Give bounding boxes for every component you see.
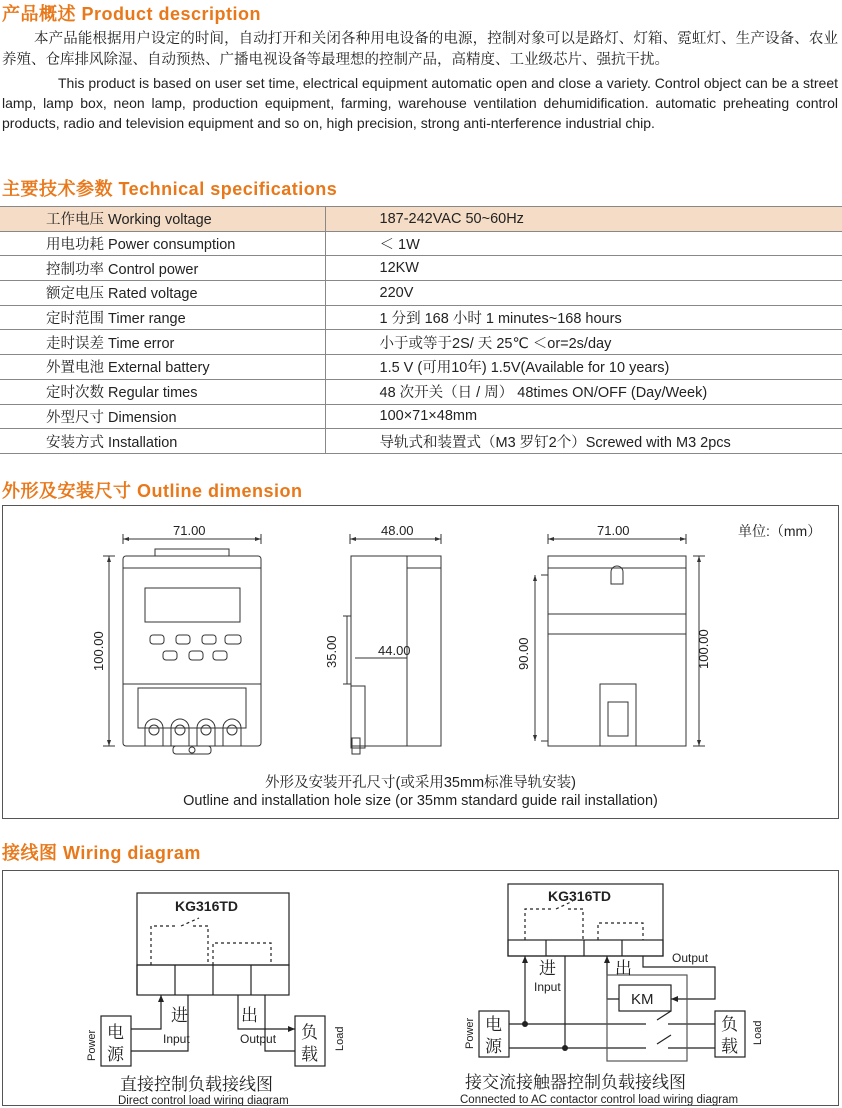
outline-caption-en: Outline and installation hole size (or 35mm standard guide rail installation) bbox=[183, 793, 658, 809]
spec-value: 小于或等于2S/ 天 25℃ ＜or=2s/day bbox=[325, 330, 842, 355]
spec-key: 用电功耗 Power consumption bbox=[0, 231, 325, 256]
spec-value: 187-242VAC 50~60Hz bbox=[325, 207, 842, 232]
contactor-out-zh: 出 bbox=[615, 959, 632, 978]
wiring-title: 接线图 Wiring diagram bbox=[2, 843, 201, 863]
description-zh: 本产品能根据用户设定的时间，自动打开和关闭各种用电设备的电源，控制对象可以是路灯、灯箱、霓虹灯、生产设备、农业养殖、仓库排风除湿、自动预热、广播电视设备等最理想的控制产品，高精度、工业级芯片、强抗干扰。 bbox=[2, 31, 838, 68]
spec-value: ＜ 1W bbox=[325, 231, 842, 256]
direct-power-en: Power bbox=[86, 1029, 98, 1061]
front-height-label: 100.00 bbox=[91, 631, 106, 671]
direct-load-zh-1: 负 bbox=[301, 1023, 318, 1042]
spec-row bbox=[0, 281, 842, 306]
spec-row bbox=[0, 231, 842, 256]
direct-model-label: KG316TD bbox=[175, 898, 239, 914]
wiring-drawing bbox=[3, 871, 838, 1105]
direct-out-zh: 出 bbox=[241, 1006, 258, 1025]
direct-load-zh-2: 载 bbox=[301, 1045, 318, 1064]
tech-spec-title: 主要技术参数 Technical specifications bbox=[2, 179, 338, 199]
spec-row bbox=[0, 379, 842, 404]
unit-label: 单位:（mm） bbox=[738, 523, 822, 539]
spec-value: 12KW bbox=[325, 256, 842, 281]
spec-value: 1 分到 168 小时 1 minutes~168 hours bbox=[325, 305, 842, 330]
contactor-km-label: KM bbox=[631, 991, 654, 1008]
direct-power-zh-2: 源 bbox=[107, 1045, 124, 1064]
spec-value: 导轨式和装置式（M3 罗钉2个）Screwed with M3 2pcs bbox=[325, 429, 842, 454]
spec-value: 1.5 V (可用10年) 1.5V(Available for 10 years) bbox=[325, 355, 842, 380]
direct-load-en: Load bbox=[334, 1026, 346, 1051]
spec-value: 48 次开关（日 / 周） 48times ON/OFF (Day/Week) bbox=[325, 379, 842, 404]
spec-row bbox=[0, 330, 842, 355]
description-title: 产品概述 Product description bbox=[2, 4, 262, 24]
spec-row bbox=[0, 207, 842, 232]
spec-key: 定时范围 Timer range bbox=[0, 305, 325, 330]
direct-in-zh: 进 bbox=[171, 1006, 188, 1025]
direct-power-zh-1: 电 bbox=[107, 1023, 124, 1042]
spec-row bbox=[0, 429, 842, 454]
back-width-label: 71.00 bbox=[597, 523, 630, 538]
contactor-model-label: KG316TD bbox=[548, 888, 612, 904]
spec-table bbox=[0, 206, 842, 454]
direct-title-zh: 直接控制负载接线图 bbox=[120, 1075, 273, 1094]
spec-value: 220V bbox=[325, 281, 842, 306]
spec-key: 安装方式 Installation bbox=[0, 429, 325, 454]
spec-row bbox=[0, 256, 842, 281]
spec-key: 定时次数 Regular times bbox=[0, 379, 325, 404]
spec-key: 控制功率 Control power bbox=[0, 256, 325, 281]
contactor-load-en: Load bbox=[752, 1020, 764, 1045]
side-width-label: 48.00 bbox=[381, 523, 414, 538]
back-hole-height-label: 90.00 bbox=[516, 637, 531, 670]
contactor-power-en: Power bbox=[464, 1017, 476, 1049]
contactor-load-zh-2: 载 bbox=[721, 1037, 738, 1056]
wiring-box bbox=[2, 870, 839, 1106]
spec-value: 100×71×48mm bbox=[325, 404, 842, 429]
contactor-power-zh-2: 源 bbox=[485, 1037, 502, 1056]
spec-row bbox=[0, 305, 842, 330]
side-depth-label: 44.00 bbox=[378, 643, 411, 658]
contactor-title-en: Connected to AC contactor control load wiring diagram bbox=[460, 1094, 739, 1105]
description-en: This product is based on user set time, electrical equipment automatic open and close a variety. Control object can be a street lamp, lamp box, neon lamp, production equipment, farming, warehouse ventilation dehumidification. automatic preheating control products, radio and television equipment and so on, high precision, strong anti-nterference industrial chip. bbox=[2, 75, 838, 131]
spec-key: 外置电池 External battery bbox=[0, 355, 325, 380]
spec-key: 走时误差 Time error bbox=[0, 330, 325, 355]
spec-key: 工作电压 Working voltage bbox=[0, 207, 325, 232]
contactor-load-zh-1: 负 bbox=[721, 1015, 738, 1034]
spec-row bbox=[0, 355, 842, 380]
contactor-in-zh: 进 bbox=[539, 959, 556, 978]
contactor-out-en: Output bbox=[672, 951, 709, 965]
contactor-power-zh-1: 电 bbox=[485, 1015, 502, 1034]
spec-key: 外型尺寸 Dimension bbox=[0, 404, 325, 429]
front-width-label: 71.00 bbox=[173, 523, 206, 538]
contactor-in-en: Input bbox=[534, 980, 561, 994]
direct-in-en: Input bbox=[163, 1032, 190, 1046]
spec-key: 额定电压 Rated voltage bbox=[0, 281, 325, 306]
spec-row bbox=[0, 404, 842, 429]
outline-title: 外形及安装尺寸 Outline dimension bbox=[2, 481, 303, 501]
contactor-title-zh: 接交流接触器控制负载接线图 bbox=[465, 1073, 686, 1092]
direct-title-en: Direct control load wiring diagram bbox=[118, 1095, 289, 1105]
outline-caption-zh: 外形及安装开孔尺寸(或采用35mm标准导轨安装) bbox=[265, 775, 576, 791]
outline-box bbox=[2, 505, 839, 819]
back-height-label: 100.00 bbox=[696, 629, 711, 669]
side-rail-label: 35.00 bbox=[324, 635, 339, 668]
direct-out-en: Output bbox=[240, 1032, 277, 1046]
